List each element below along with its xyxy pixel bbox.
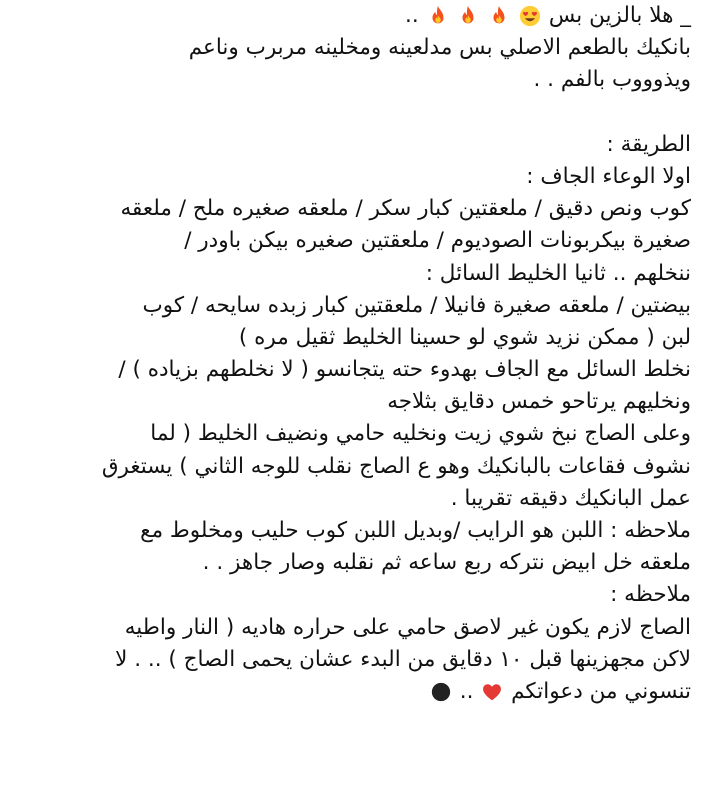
note-2-line-1: الصاج لازم يكون غير لاصق حامي على حراره هاديه ( النار واطيه xyxy=(124,614,691,640)
intro-line-1: بانكيك بالطعم الاصلي بس مدلعينه ومخلينه مربرب وناعم xyxy=(188,35,691,61)
fire-icon xyxy=(427,5,449,27)
post-title-ellipsis: .. xyxy=(404,3,419,28)
cooking-step-line-3: عمل البانكيك دقيقه تقريبا . xyxy=(450,485,691,511)
note-2-label: ملاحظه : xyxy=(610,582,691,608)
dry-ingredients-line-1: كوب ونص دقيق / ملعقتين كبار سكر / ملعقه صغيره ملح / ملعقه xyxy=(120,196,691,222)
dry-ingredients-line-2: صغيرة بيكربونات الصوديوم / ملعقتين صغيره بيكن باودر / xyxy=(184,228,691,254)
closing-ellipsis: .. xyxy=(459,678,474,704)
blank-line xyxy=(18,97,691,129)
mixing-step-line-1: نخلط السائل مع الجاف بهدوء حته يتجانسو ( لا نخلطهم بزياده ) / xyxy=(118,357,691,383)
post-title: _ هلا بالزين بس xyxy=(548,3,691,28)
closing-line xyxy=(18,676,691,708)
red-heart-icon xyxy=(481,681,503,703)
note-1-line-1: ملاحظه : اللبن هو الرايب /وبديل اللبن كوب حليب ومخلوط مع xyxy=(140,518,691,543)
cooking-step-line-2: نشوف فقاعات بالبانكيك وهو ع الصاج نقلب للوجه الثاني ) يستغرق xyxy=(101,453,691,479)
method-label: الطريقة : xyxy=(606,131,691,157)
cooking-step-line-1: وعلى الصاج نبخ شوي زيت ونخليه حامي ونضيف الخليط ( لما xyxy=(150,421,691,447)
note-1-line-2: ملعقه خل ابيض نتركه ربع ساعه ثم نقلبه وصار جاهز . . xyxy=(202,550,691,576)
fire-icon xyxy=(457,5,479,27)
post-title-line xyxy=(18,0,691,32)
wet-ingredients-line-2: لبن ( ممكن نزيد شوي لو حسينا الخليط ثقيل مره ) xyxy=(238,324,691,350)
fire-icon xyxy=(488,5,510,27)
wet-ingredients-heading: ننخلهم .. ثانيا الخليط السائل : xyxy=(425,260,691,286)
mixing-step-line-2: ونخليهم يرتاحو خمس دقايق بثلاجه xyxy=(387,389,691,415)
dry-ingredients-heading: اولا الوعاء الجاف : xyxy=(526,163,691,189)
note-2-line-2: لاكن مجهزينها قبل ١٠ دقايق من البدء عشان يحمى الصاج ) .. . لا xyxy=(115,646,691,672)
intro-line-2: ويذوووب بالفم . . xyxy=(533,67,691,93)
wet-ingredients-line-1: بيضتين / ملعقه صغيرة فانيلا / ملعقتين كبار زبده سايحه / كوب xyxy=(142,292,691,318)
heart-eyes-icon xyxy=(519,5,541,27)
closing-text: تنسوني من دعواتكم xyxy=(511,678,691,704)
black-circle-icon xyxy=(430,681,452,703)
